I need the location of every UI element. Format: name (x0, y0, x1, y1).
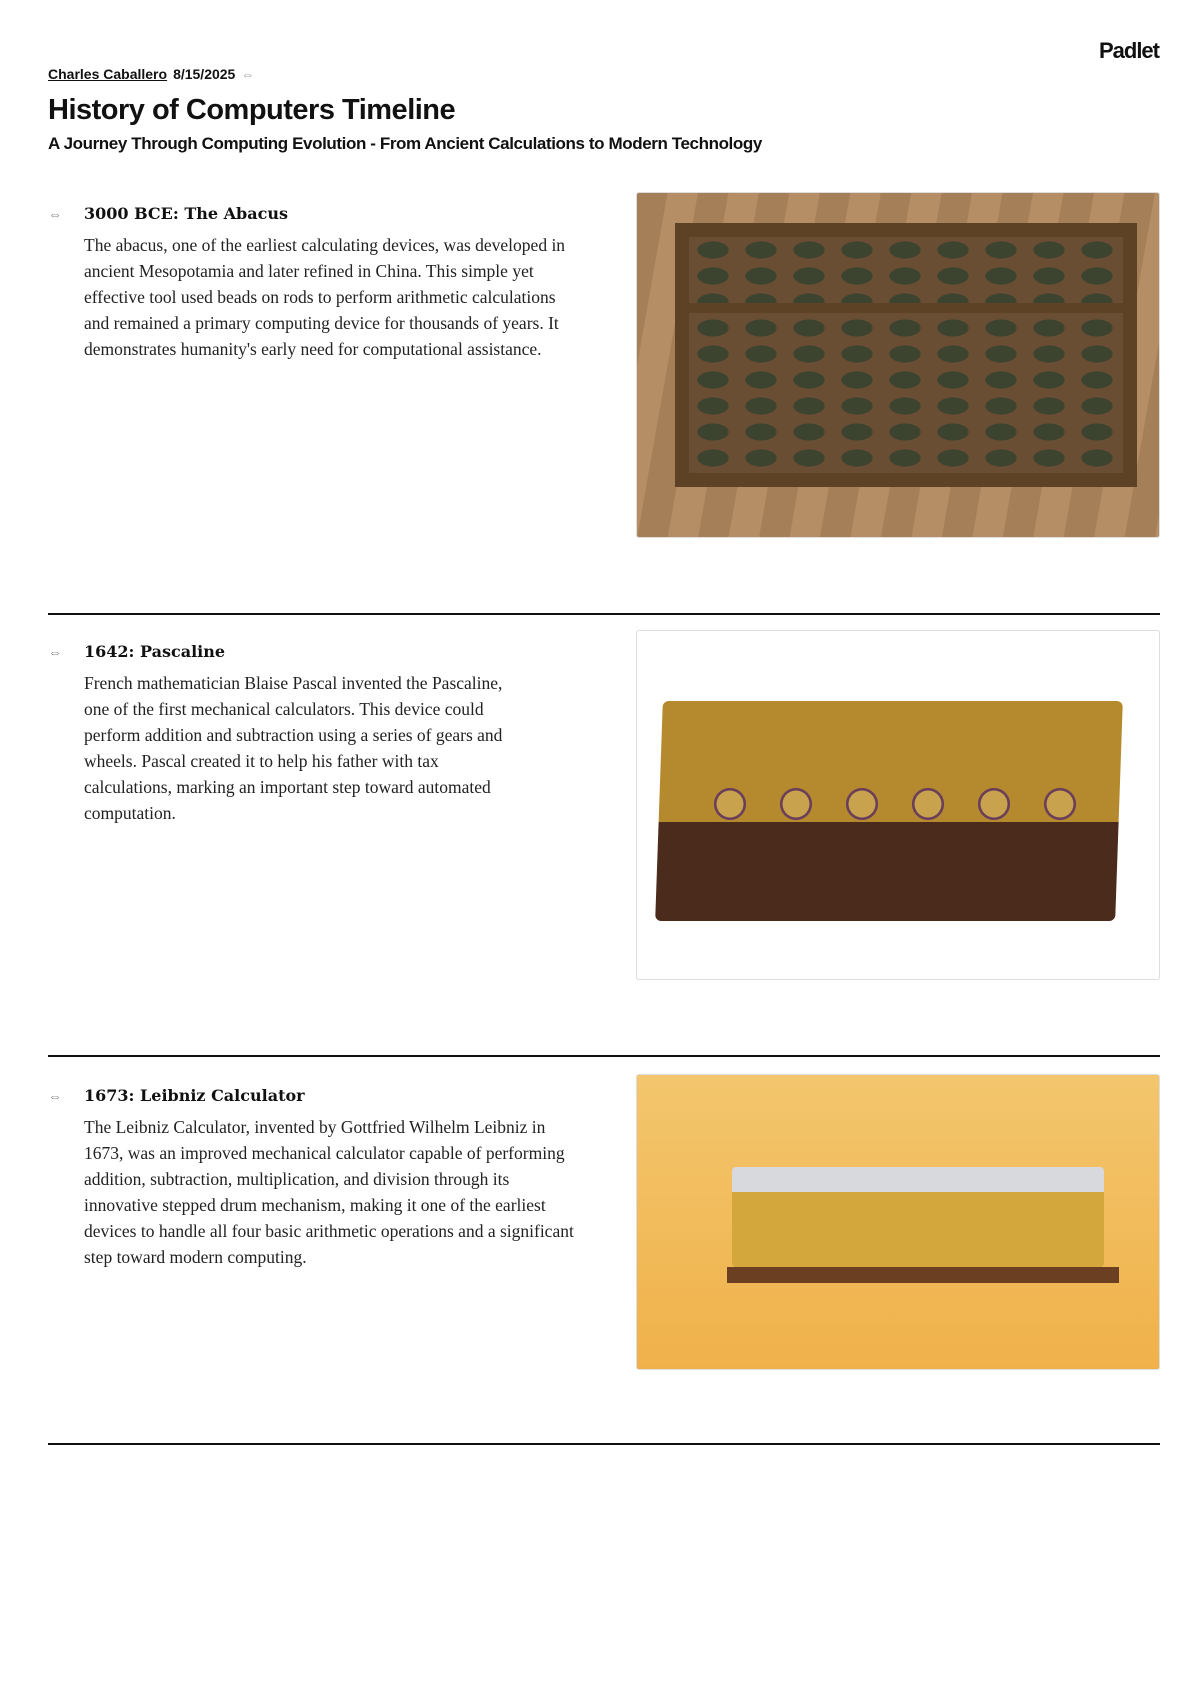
abacus-image (636, 192, 1160, 538)
padlet-logo: Padlet (1098, 38, 1159, 63)
divider (48, 1055, 1160, 1057)
author-link[interactable]: Charles Caballero (48, 66, 168, 82)
post-title: 1673: Leibniz Calculator (84, 1086, 305, 1105)
page-title: History of Computers Timeline (48, 94, 456, 126)
link-icon[interactable]: ⇔ (241, 66, 255, 82)
post-title: 1642: Pascaline (84, 642, 226, 661)
post-body: French mathematician Blaise Pascal invented the Pascaline, one of the first mechanical calculators. This device could perform addition and subtraction using a series of gears and wheels. Pascal created it to help his father with tax calculations, marking an important step toward automated computation. (84, 673, 503, 823)
post-title: 3000 BCE: The Abacus (84, 204, 288, 223)
link-icon[interactable]: ⇔ (48, 644, 62, 660)
page-subtitle: A Journey Through Computing Evolution - From Ancient Calculations to Modern Technology (48, 134, 762, 153)
link-icon[interactable]: ⇔ (48, 206, 62, 222)
date: 8/15/2025 (173, 66, 236, 82)
pascaline-image (636, 630, 1160, 980)
link-icon[interactable]: ⇔ (48, 1088, 62, 1104)
post-body: The abacus, one of the earliest calculating devices, was developed in ancient Mesopotamia and later refined in China. This simple yet effective tool used beads on rods to perform arithmetic calculations and remained a primary computing device for thousands of years. It demonstrates humanity's early need for computational assistance. (84, 235, 566, 359)
post-body: The Leibniz Calculator, invented by Gottfried Wilhelm Leibniz in 1673, was an improved mechanical calculator capable of performing addition, subtraction, multiplication, and division through its innovative stepped drum mechanism, making it one of the earliest devices to handle all four basic arithmetic operations and a significant step toward modern computing. (84, 1117, 574, 1267)
post-meta (48, 66, 254, 82)
leibniz-calculator-image (636, 1074, 1160, 1370)
divider (48, 1443, 1160, 1445)
divider (48, 613, 1160, 615)
